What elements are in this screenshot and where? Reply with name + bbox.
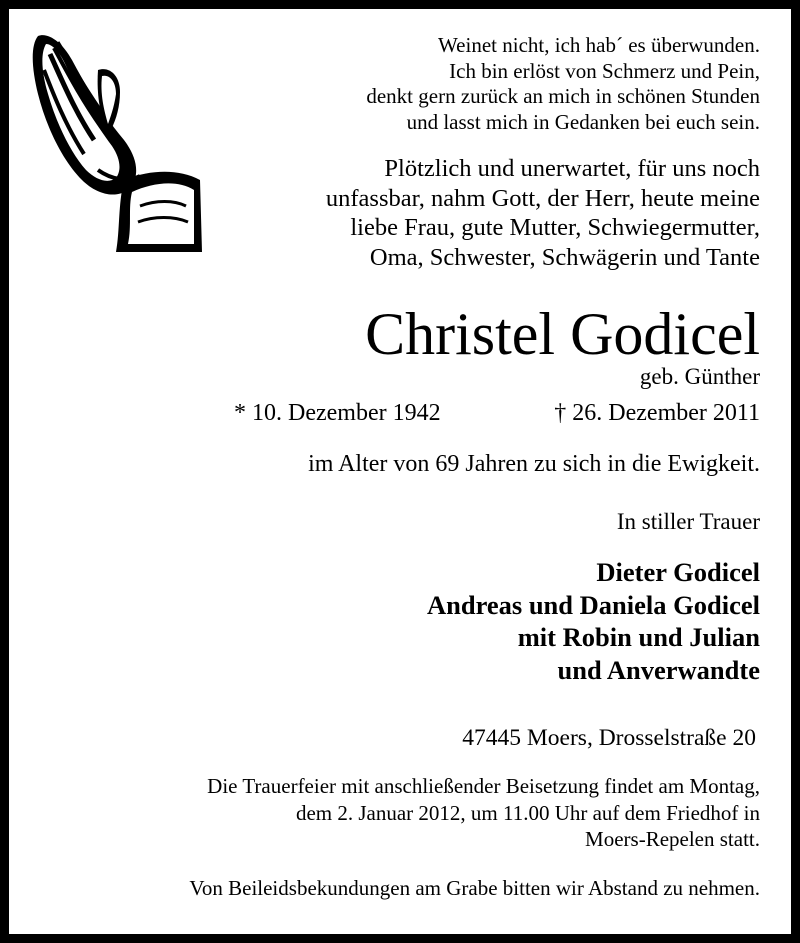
condolence-note: Von Beileidsbekundungen am Grabe bitten wir Abstand zu nehmen. bbox=[189, 876, 760, 900]
funeral-line: Moers-Repelen statt. bbox=[585, 827, 760, 851]
intro-line: liebe Frau, gute Mutter, Schwiegermutter, bbox=[350, 214, 760, 241]
mourner-line: Dieter Godicel bbox=[596, 557, 760, 587]
poem-line: denkt gern zurück an mich in schönen Stunden bbox=[366, 84, 760, 108]
intro-line: Plötzlich und unerwartet, für uns noch bbox=[384, 155, 760, 182]
intro-line: unfassbar, nahm Gott, der Herr, heute meine bbox=[325, 184, 760, 212]
maiden-name: geb. Günther bbox=[639, 364, 760, 389]
praying-hands-icon bbox=[28, 30, 204, 252]
deceased-name: Christel Godicel bbox=[365, 301, 760, 367]
mourner-line: und Anverwandte bbox=[557, 654, 760, 685]
poem bbox=[366, 33, 760, 135]
birth-date: * 10. Dezember 1942 bbox=[234, 400, 441, 426]
poem-line: und lasst mich in Gedanken bei euch sein. bbox=[406, 109, 760, 134]
poem-line: Weinet nicht, ich hab´ es überwunden. bbox=[438, 33, 760, 57]
mourner-line: Andreas und Daniela Godicel bbox=[426, 589, 760, 620]
announcement-intro bbox=[326, 154, 760, 272]
poem-line: Ich bin erlöst von Schmerz und Pein, bbox=[449, 58, 760, 83]
mourner-line: mit Robin und Julian bbox=[517, 622, 760, 652]
intro-line: Oma, Schwester, Schwägerin und Tante bbox=[369, 243, 760, 271]
age-line: im Alter von 69 Jahren zu sich in die Ewigkeit. bbox=[308, 451, 760, 477]
funeral-details bbox=[207, 773, 760, 853]
grief-line: In stiller Trauer bbox=[616, 509, 760, 534]
funeral-line: Die Trauerfeier mit anschließender Beisetzung findet am Montag, bbox=[207, 774, 760, 798]
death-date: † 26. Dezember 2011 bbox=[554, 400, 760, 426]
address: 47445 Moers, Drosselstraße 20 bbox=[462, 725, 756, 751]
mourners-list bbox=[427, 556, 760, 686]
life-dates bbox=[230, 398, 760, 428]
funeral-line: dem 2. Januar 2012, um 11.00 Uhr auf dem Friedhof in bbox=[295, 800, 760, 825]
